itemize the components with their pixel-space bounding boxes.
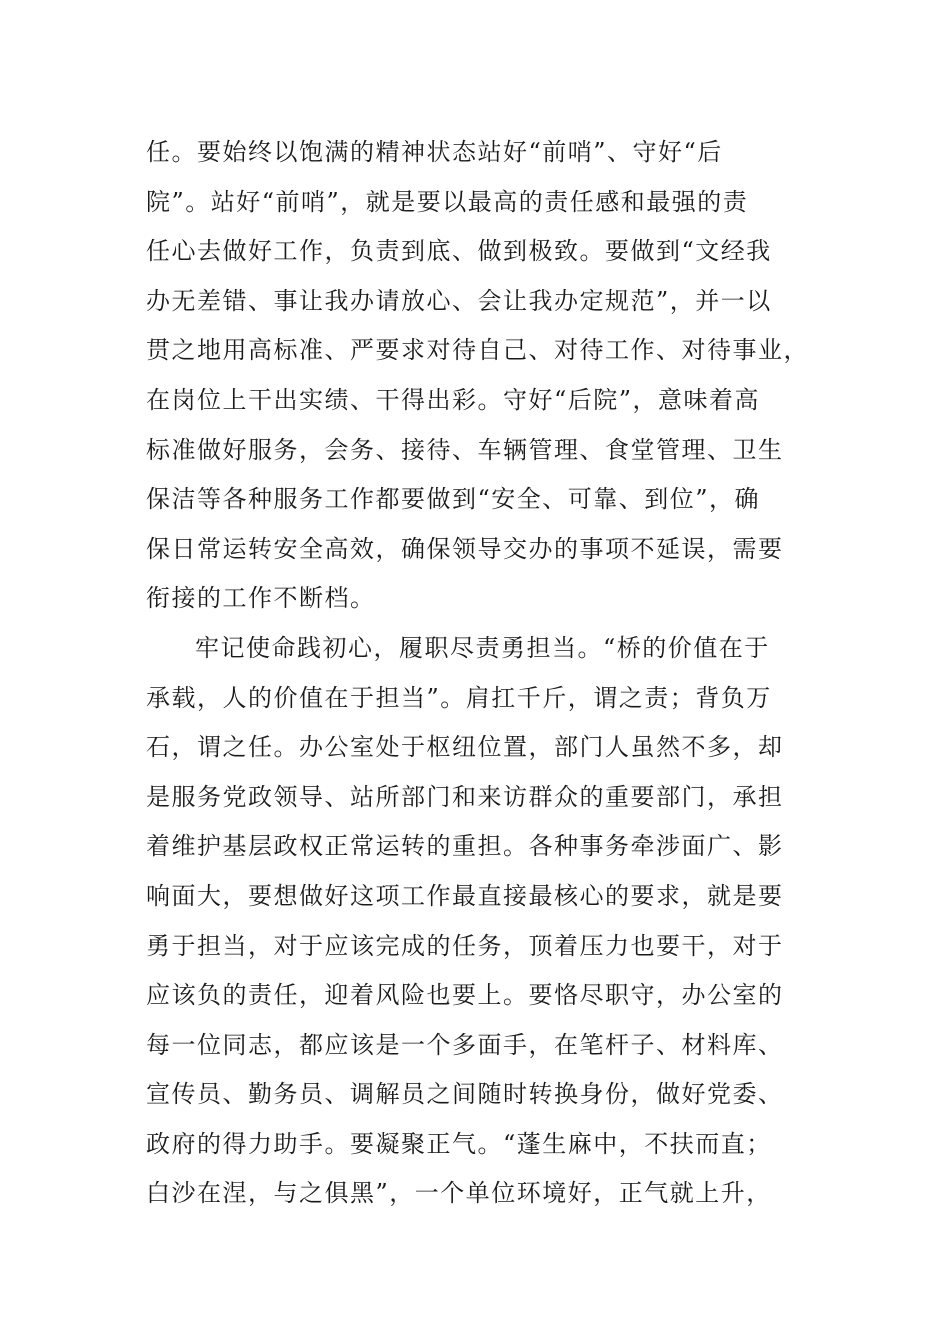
text-line: 石，谓之任。办公室处于枢纽位置，部门人虽然不多，却 bbox=[146, 733, 784, 762]
text-line: 保洁等各种服务工作都要做到“安全、可靠、到位”，确 bbox=[146, 485, 761, 514]
text-line: 白沙在涅，与之俱黑”，一个单位环境好，正气就上升， bbox=[146, 1179, 772, 1208]
text-line: 着维护基层政权正常运转的重担。各种事务牵涉面广、影 bbox=[146, 832, 784, 861]
text-line: 响面大，要想做好这项工作最直接最核心的要求，就是要 bbox=[146, 881, 784, 910]
text-line: 办无差错、事让我办请放心、会让我办定规范”，并一以 bbox=[146, 286, 772, 315]
text-line: 贯之地用高标准、严要求对待自己、对待工作、对待事业， bbox=[146, 336, 809, 365]
text-line: 宣传员、勤务员、调解员之间随时转换身份，做好党委、 bbox=[146, 1080, 784, 1109]
text-line: 院”。站好“前哨”，就是要以最高的责任感和最强的责 bbox=[146, 187, 749, 216]
text-line: 承载，人的价值在于担当”。肩扛千斤，谓之责；背负万 bbox=[146, 683, 772, 712]
text-line: 勇于担当，对于应该完成的任务，顶着压力也要干，对于 bbox=[146, 931, 784, 960]
text-line: 任心去做好工作，负责到底、做到极致。要做到“文经我 bbox=[146, 237, 772, 266]
text-line: 政府的得力助手。要凝聚正气。“蓬生麻中，不扶而直； bbox=[146, 1129, 772, 1158]
text-line: 任。要始终以饱满的精神状态站好“前哨”、守好“后 bbox=[146, 138, 723, 166]
text-line: 在岗位上干出实绩、干得出彩。守好“后院”，意味着高 bbox=[146, 385, 761, 414]
text-line: 每一位同志，都应该是一个多面手，在笔杆子、材料库、 bbox=[146, 1030, 784, 1059]
text-line: 应该负的责任，迎着风险也要上。要恪尽职守，办公室的 bbox=[146, 981, 784, 1010]
paragraph-start-line: 牢记使命践初心，履职尽责勇担当。“桥的价值在于 bbox=[195, 633, 770, 662]
text-line: 保日常运转安全高效，确保领导交办的事项不延误，需要 bbox=[146, 534, 784, 563]
text-line: 是服务党政领导、站所部门和来访群众的重要部门，承担 bbox=[146, 782, 784, 811]
body-text bbox=[146, 128, 810, 1219]
text-line: 标准做好服务，会务、接待、车辆管理、食堂管理、卫生 bbox=[146, 435, 784, 464]
text-line: 衔接的工作不断档。 bbox=[146, 584, 376, 613]
